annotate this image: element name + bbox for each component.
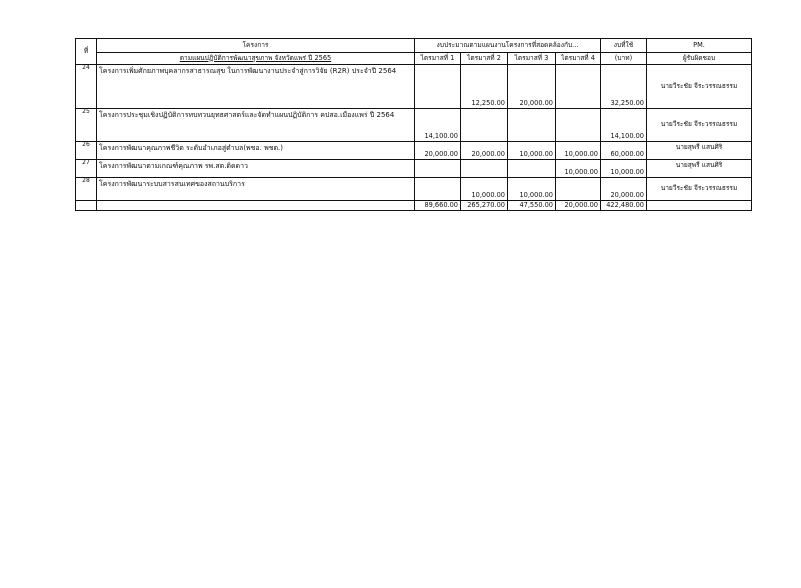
no-header: ที่ [76, 39, 97, 65]
quarter-4-value: 10,000.00 [556, 160, 601, 178]
row-number: 28 [76, 178, 97, 201]
project-name: โครงการพัฒนาตามเกณฑ์คุณภาพ รพ.สต.ติดดาว [97, 160, 415, 178]
quarter-3-header: ไตรมาสที่ 3 [508, 53, 556, 65]
project-header-line1: โครงการ [97, 39, 415, 53]
budget-group-header: งบประมาณตามแผนงานโครงการที่สอดคล้องกับ... [415, 39, 601, 53]
pm-name: นายวีระชัย จีระวรรณธรรม [647, 65, 752, 109]
quarter-2-header: ไตรมาสที่ 2 [461, 53, 508, 65]
quarter-3-value [508, 160, 556, 178]
quarter-4-value: 10,000.00 [556, 142, 601, 160]
quarter-4-value [556, 109, 601, 142]
total-value: 14,100.00 [601, 109, 647, 142]
quarter-1-value [415, 160, 461, 178]
totals-empty-project [97, 201, 415, 211]
quarter-1-header: ไตรมาสที่ 1 [415, 53, 461, 65]
row-number: 27 [76, 160, 97, 178]
quarter-3-value: 10,000.00 [508, 142, 556, 160]
quarter-2-value [461, 109, 508, 142]
totals-empty-no [76, 201, 97, 211]
header-sub-row [76, 53, 752, 65]
project-header-line2: ตามแผนปฏิบัติการพัฒนาสุขภาพ จังหวัดแพร่ ปี 2565 [97, 53, 415, 65]
pm-name: นายสุพรี แสนศิริ [647, 142, 752, 160]
total-value: 10,000.00 [601, 160, 647, 178]
quarter-3-value: 20,000.00 [508, 65, 556, 109]
pm-header-line2: ผู้รับผิดชอบ [647, 53, 752, 65]
total-value: 20,000.00 [601, 178, 647, 201]
total-header-line2: (บาท) [601, 53, 647, 65]
quarter-2-total: 265,270.00 [461, 201, 508, 211]
pm-name: นายวีระชัย จีระวรรณธรรม [647, 109, 752, 142]
quarter-3-value: 10,000.00 [508, 178, 556, 201]
total-value: 32,250.00 [601, 65, 647, 109]
totals-empty-pm [647, 201, 752, 211]
project-name: โครงการพัฒนาคุณภาพชีวิต ระดับอำเภอสู่ตำบล(พชอ. พชต.) [97, 142, 415, 160]
quarter-1-total: 89,660.00 [415, 201, 461, 211]
project-name: โครงการพัฒนาระบบสารสนเทศของสถานบริการ [97, 178, 415, 201]
row-number: 25 [76, 109, 97, 142]
pm-name: นายสุพรี แสนศิริ [647, 160, 752, 178]
quarter-1-value [415, 178, 461, 201]
quarter-2-value [461, 160, 508, 178]
table-row [76, 178, 752, 201]
quarter-3-value [508, 109, 556, 142]
pm-name: นายวีระชัย จีระวรรณธรรม [647, 178, 752, 201]
grand-total: 422,480.00 [601, 201, 647, 211]
table-row [76, 65, 752, 109]
row-number: 24 [76, 65, 97, 109]
quarter-2-value: 12,250.00 [461, 65, 508, 109]
quarter-4-total: 20,000.00 [556, 201, 601, 211]
table-row [76, 109, 752, 142]
table-row [76, 142, 752, 160]
total-value: 60,000.00 [601, 142, 647, 160]
quarter-2-value: 20,000.00 [461, 142, 508, 160]
quarter-1-value: 14,100.00 [415, 109, 461, 142]
totals-row [76, 201, 752, 211]
quarter-4-value [556, 65, 601, 109]
row-number: 26 [76, 142, 97, 160]
quarter-3-total: 47,550.00 [508, 201, 556, 211]
header-row [76, 39, 752, 53]
quarter-4-header: ไตรมาสที่ 4 [556, 53, 601, 65]
quarter-1-value [415, 65, 461, 109]
table-row [76, 160, 752, 178]
project-name: โครงการเพิ่มศักยภาพบุคลากรสาธารณสุข ในการพัฒนางานประจำสู่การวิจัย (R2R) ประจำปี 2564 [97, 65, 415, 109]
project-name: โครงการประชุมเชิงปฏิบัติการทบทวนยุทธศาสตร์และจัดทำแผนปฏิบัติการ คปสอ.เมืองแพร่ ปี 2564 [97, 109, 415, 142]
quarter-2-value: 10,000.00 [461, 178, 508, 201]
total-header-line1: งบที่ใช้ [601, 39, 647, 53]
project-budget-table [75, 38, 752, 211]
pm-header-line1: PM. [647, 39, 752, 53]
quarter-1-value: 20,000.00 [415, 142, 461, 160]
quarter-4-value [556, 178, 601, 201]
